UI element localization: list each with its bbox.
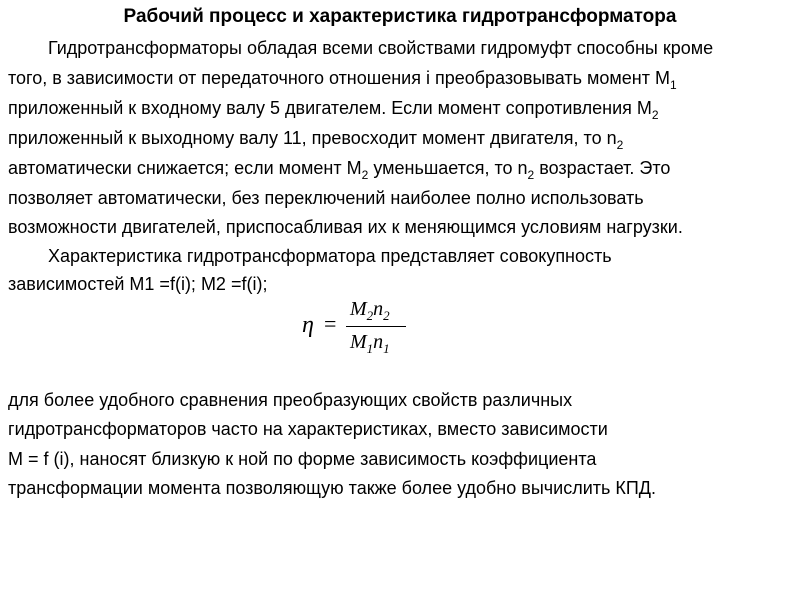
page-title: Рабочий процесс и характеристика гидротрансформатора (123, 6, 677, 27)
text-line: автоматически снижается; если момент $М_2$ уменьшается, то $n_2$ возрастает. Это (8, 158, 671, 182)
text-line: гидротрансформаторов часто на характеристиках, вместо зависимости (8, 419, 608, 439)
text-line: того, в зависимости от передаточного отношения i преобразовывать момент $М_1$ (8, 68, 677, 92)
formula-numerator: $M_2n_2$ (350, 298, 390, 323)
efficiency-formula (302, 298, 422, 360)
text-line: возможности двигателей, приспосабливая их к меняющимся условиям нагрузки. (8, 217, 683, 237)
formula-denominator: $M_1n_1$ (350, 331, 390, 356)
text-line: для более удобного сравнения преобразующих свойств различных (8, 390, 573, 410)
formula-equals: = (324, 311, 337, 336)
text-line: приложенный к входному валу 5 двигателем. Если момент сопротивления $М_2$ (8, 98, 659, 122)
text-line: приложенный к выходному валу 11, превосходит момент двигателя, то $n_2$ (8, 128, 624, 152)
formula-eta: η (302, 312, 314, 338)
fraction-bar (346, 326, 406, 327)
text-line: позволяет автоматически, без переключений наиболее полно использовать (8, 188, 644, 208)
text-line: М = f (i), наносят близкую к ной по форме зависимость коэффициента (8, 449, 597, 469)
text-line: Гидротрансформаторы обладая всеми свойствами гидромуфт способны кроме (48, 38, 714, 58)
text-line: трансформации момента позволяющую также более удобно вычислить КПД. (8, 478, 656, 498)
text-line: зависимостей М1 =f(i); М2 =f(i); (8, 274, 268, 294)
text-line: Характеристика гидротрансформатора представляет совокупность (48, 246, 612, 266)
